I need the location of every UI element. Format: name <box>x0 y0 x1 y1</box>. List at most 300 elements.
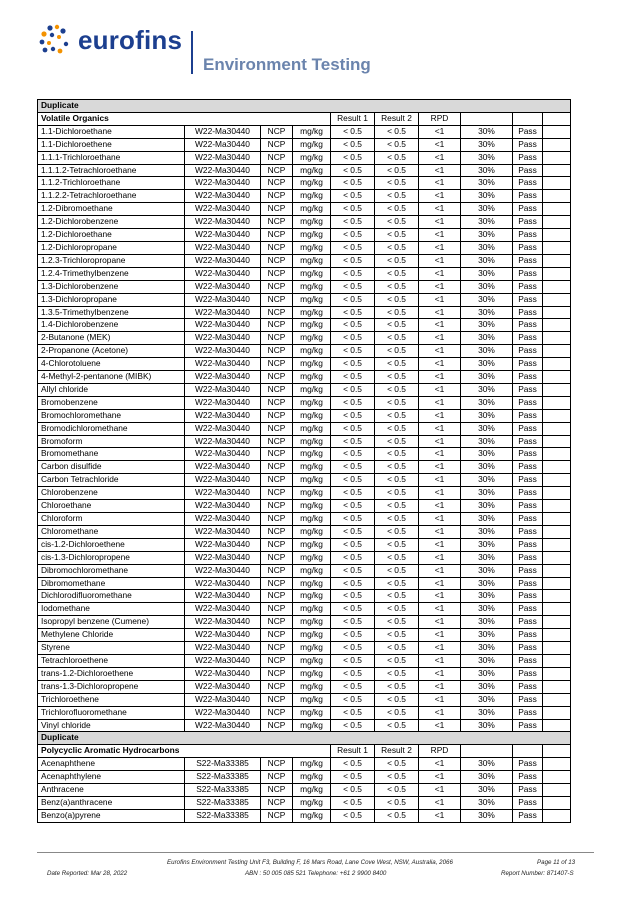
outcome: Pass <box>513 345 543 358</box>
analyte-name: 1.2-Dichloropropane <box>38 241 185 254</box>
units: mg/kg <box>293 293 331 306</box>
result-1: < 0.5 <box>331 616 375 629</box>
empty-cell <box>543 203 571 216</box>
units: mg/kg <box>293 784 331 797</box>
outcome: Pass <box>513 293 543 306</box>
empty-cell <box>543 500 571 513</box>
table-row <box>38 680 571 693</box>
sample-id: W22-Ma30440 <box>185 693 261 706</box>
rpd: <1 <box>419 396 461 409</box>
empty-cell <box>543 629 571 642</box>
sample-id: W22-Ma30440 <box>185 616 261 629</box>
sample-id: S22-Ma33385 <box>185 771 261 784</box>
rpd: <1 <box>419 448 461 461</box>
result-2: < 0.5 <box>375 190 419 203</box>
outcome: Pass <box>513 500 543 513</box>
result-2: < 0.5 <box>375 654 419 667</box>
units: mg/kg <box>293 216 331 229</box>
outcome: Pass <box>513 771 543 784</box>
units: mg/kg <box>293 796 331 809</box>
rpd: <1 <box>419 809 461 822</box>
footer-address: Eurofins Environment Testing Unit F3, Building F, 16 Mars Road, Lane Cove West, NSW, Australia, 2066 <box>167 859 453 866</box>
limit: 30% <box>461 383 513 396</box>
result-2: < 0.5 <box>375 513 419 526</box>
limit: 30% <box>461 784 513 797</box>
limit: 30% <box>461 680 513 693</box>
result-1: < 0.5 <box>331 125 375 138</box>
empty-cell <box>543 590 571 603</box>
rpd: <1 <box>419 164 461 177</box>
analyte-name: 1.1.1.2-Tetrachloroethane <box>38 164 185 177</box>
result-2: < 0.5 <box>375 796 419 809</box>
empty-cell <box>543 809 571 822</box>
analyte-name: Trichlorofluoromethane <box>38 706 185 719</box>
source: NCP <box>261 229 293 242</box>
units: mg/kg <box>293 409 331 422</box>
table-row <box>38 371 571 384</box>
outcome: Pass <box>513 461 543 474</box>
empty-cell <box>543 719 571 732</box>
empty-cell <box>543 112 571 125</box>
result-2: < 0.5 <box>375 358 419 371</box>
empty-cell <box>543 474 571 487</box>
analyte-name: Dichlorodifluoromethane <box>38 590 185 603</box>
analyte-name: Methylene Chloride <box>38 629 185 642</box>
outcome: Pass <box>513 177 543 190</box>
outcome: Pass <box>513 551 543 564</box>
empty-cell <box>543 551 571 564</box>
table-row <box>38 809 571 822</box>
table-row <box>38 203 571 216</box>
limit: 30% <box>461 422 513 435</box>
result-2: < 0.5 <box>375 758 419 771</box>
table-row <box>38 551 571 564</box>
table-row <box>38 422 571 435</box>
analyte-name: 1.1.2-Trichloroethane <box>38 177 185 190</box>
analyte-name: Chloroform <box>38 513 185 526</box>
result-2: < 0.5 <box>375 138 419 151</box>
limit: 30% <box>461 693 513 706</box>
source: NCP <box>261 667 293 680</box>
source: NCP <box>261 216 293 229</box>
table-row <box>38 603 571 616</box>
units: mg/kg <box>293 125 331 138</box>
source: NCP <box>261 448 293 461</box>
sample-id: W22-Ma30440 <box>185 396 261 409</box>
table-row <box>38 435 571 448</box>
outcome: Pass <box>513 758 543 771</box>
sample-id: W22-Ma30440 <box>185 422 261 435</box>
units: mg/kg <box>293 564 331 577</box>
analyte-name: 4-Chlorotoluene <box>38 358 185 371</box>
analyte-name: 1.2-Dichloroethane <box>38 229 185 242</box>
sample-id: W22-Ma30440 <box>185 229 261 242</box>
units: mg/kg <box>293 371 331 384</box>
sample-id: W22-Ma30440 <box>185 654 261 667</box>
table-row <box>38 590 571 603</box>
empty-cell <box>543 267 571 280</box>
analyte-name: Bromodichloromethane <box>38 422 185 435</box>
units: mg/kg <box>293 474 331 487</box>
empty-cell <box>543 654 571 667</box>
units: mg/kg <box>293 151 331 164</box>
rpd: <1 <box>419 422 461 435</box>
result-2: < 0.5 <box>375 383 419 396</box>
empty-cell <box>543 564 571 577</box>
empty-cell <box>543 487 571 500</box>
result-1: < 0.5 <box>331 409 375 422</box>
result-2: < 0.5 <box>375 487 419 500</box>
source: NCP <box>261 164 293 177</box>
limit: 30% <box>461 603 513 616</box>
result-2: < 0.5 <box>375 809 419 822</box>
analyte-name: Benz(a)anthracene <box>38 796 185 809</box>
rpd: <1 <box>419 332 461 345</box>
outcome: Pass <box>513 125 543 138</box>
section-banner: Duplicate <box>38 732 571 745</box>
empty-cell <box>543 358 571 371</box>
eurofins-logo-icon <box>38 23 72 57</box>
empty-cell <box>543 151 571 164</box>
result-2: < 0.5 <box>375 306 419 319</box>
rpd: <1 <box>419 177 461 190</box>
rpd: <1 <box>419 203 461 216</box>
limit: 30% <box>461 706 513 719</box>
outcome: Pass <box>513 203 543 216</box>
result-2: < 0.5 <box>375 371 419 384</box>
analyte-name: Vinyl chloride <box>38 719 185 732</box>
limit: 30% <box>461 577 513 590</box>
result-2: < 0.5 <box>375 474 419 487</box>
rpd: <1 <box>419 190 461 203</box>
page-header <box>0 0 637 95</box>
outcome: Pass <box>513 564 543 577</box>
rpd: <1 <box>419 138 461 151</box>
outcome: Pass <box>513 538 543 551</box>
units: mg/kg <box>293 177 331 190</box>
empty-cell <box>543 784 571 797</box>
units: mg/kg <box>293 771 331 784</box>
outcome: Pass <box>513 422 543 435</box>
result-1: < 0.5 <box>331 422 375 435</box>
limit: 30% <box>461 332 513 345</box>
table-row <box>38 241 571 254</box>
sample-id: S22-Ma33385 <box>185 809 261 822</box>
table-row <box>38 577 571 590</box>
analyte-name: Isopropyl benzene (Cumene) <box>38 616 185 629</box>
units: mg/kg <box>293 500 331 513</box>
analyte-name: Dibromochloromethane <box>38 564 185 577</box>
empty-cell <box>543 177 571 190</box>
result-1: < 0.5 <box>331 319 375 332</box>
section-title: Volatile Organics <box>38 112 331 125</box>
result-2: < 0.5 <box>375 564 419 577</box>
analyte-name: Carbon Tetrachloride <box>38 474 185 487</box>
table-row <box>38 513 571 526</box>
column-header: Result 2 <box>375 112 419 125</box>
table-row <box>38 319 571 332</box>
result-2: < 0.5 <box>375 164 419 177</box>
rpd: <1 <box>419 241 461 254</box>
units: mg/kg <box>293 680 331 693</box>
limit: 30% <box>461 409 513 422</box>
table-row <box>38 719 571 732</box>
outcome: Pass <box>513 642 543 655</box>
rpd: <1 <box>419 551 461 564</box>
sample-id: W22-Ma30440 <box>185 706 261 719</box>
limit: 30% <box>461 629 513 642</box>
result-1: < 0.5 <box>331 487 375 500</box>
result-1: < 0.5 <box>331 461 375 474</box>
footer-report-number: Report Number: 871407-S <box>501 870 574 877</box>
outcome: Pass <box>513 693 543 706</box>
limit: 30% <box>461 654 513 667</box>
result-1: < 0.5 <box>331 345 375 358</box>
rpd: <1 <box>419 538 461 551</box>
limit: 30% <box>461 435 513 448</box>
result-2: < 0.5 <box>375 422 419 435</box>
rpd: <1 <box>419 319 461 332</box>
sample-id: W22-Ma30440 <box>185 564 261 577</box>
table-row <box>38 216 571 229</box>
result-2: < 0.5 <box>375 784 419 797</box>
analyte-name: Iodomethane <box>38 603 185 616</box>
result-1: < 0.5 <box>331 590 375 603</box>
sample-id: W22-Ma30440 <box>185 383 261 396</box>
analyte-name: trans-1.3-Dichloropropene <box>38 680 185 693</box>
result-2: < 0.5 <box>375 642 419 655</box>
sample-id: W22-Ma30440 <box>185 435 261 448</box>
units: mg/kg <box>293 577 331 590</box>
outcome: Pass <box>513 809 543 822</box>
analyte-name: 4-Methyl-2-pentanone (MIBK) <box>38 371 185 384</box>
source: NCP <box>261 151 293 164</box>
rpd: <1 <box>419 513 461 526</box>
units: mg/kg <box>293 654 331 667</box>
result-1: < 0.5 <box>331 229 375 242</box>
source: NCP <box>261 177 293 190</box>
sample-id: W22-Ma30440 <box>185 487 261 500</box>
empty-cell <box>543 241 571 254</box>
result-1: < 0.5 <box>331 396 375 409</box>
units: mg/kg <box>293 164 331 177</box>
table-row <box>38 784 571 797</box>
sample-id: W22-Ma30440 <box>185 216 261 229</box>
limit: 30% <box>461 809 513 822</box>
outcome: Pass <box>513 435 543 448</box>
empty-cell <box>543 758 571 771</box>
result-1: < 0.5 <box>331 474 375 487</box>
result-1: < 0.5 <box>331 293 375 306</box>
source: NCP <box>261 784 293 797</box>
empty-cell <box>543 396 571 409</box>
empty-cell <box>543 383 571 396</box>
units: mg/kg <box>293 203 331 216</box>
sample-id: W22-Ma30440 <box>185 525 261 538</box>
rpd: <1 <box>419 719 461 732</box>
units: mg/kg <box>293 603 331 616</box>
empty-cell <box>543 422 571 435</box>
outcome: Pass <box>513 138 543 151</box>
analyte-name: Bromoform <box>38 435 185 448</box>
result-2: < 0.5 <box>375 706 419 719</box>
footer-page-number: Page 11 of 13 <box>537 859 576 866</box>
result-2: < 0.5 <box>375 590 419 603</box>
outcome: Pass <box>513 590 543 603</box>
empty-cell <box>461 745 513 758</box>
table-row <box>38 500 571 513</box>
analyte-name: Trichloroethene <box>38 693 185 706</box>
source: NCP <box>261 758 293 771</box>
table-row <box>38 254 571 267</box>
table-row <box>38 629 571 642</box>
column-header: Result 2 <box>375 745 419 758</box>
header-divider <box>191 31 193 74</box>
sample-id: W22-Ma30440 <box>185 590 261 603</box>
units: mg/kg <box>293 306 331 319</box>
outcome: Pass <box>513 603 543 616</box>
result-2: < 0.5 <box>375 396 419 409</box>
limit: 30% <box>461 306 513 319</box>
outcome: Pass <box>513 254 543 267</box>
result-2: < 0.5 <box>375 719 419 732</box>
source: NCP <box>261 254 293 267</box>
units: mg/kg <box>293 719 331 732</box>
analyte-name: Chloroethane <box>38 500 185 513</box>
limit: 30% <box>461 164 513 177</box>
empty-cell <box>543 525 571 538</box>
empty-cell <box>543 616 571 629</box>
units: mg/kg <box>293 693 331 706</box>
sample-id: W22-Ma30440 <box>185 254 261 267</box>
units: mg/kg <box>293 229 331 242</box>
table-row <box>38 461 571 474</box>
result-1: < 0.5 <box>331 280 375 293</box>
table-row <box>38 383 571 396</box>
table-row <box>38 190 571 203</box>
outcome: Pass <box>513 229 543 242</box>
table-row <box>38 758 571 771</box>
result-1: < 0.5 <box>331 203 375 216</box>
table-row <box>38 706 571 719</box>
rpd: <1 <box>419 667 461 680</box>
result-2: < 0.5 <box>375 551 419 564</box>
limit: 30% <box>461 319 513 332</box>
outcome: Pass <box>513 396 543 409</box>
empty-cell <box>543 190 571 203</box>
outcome: Pass <box>513 151 543 164</box>
limit: 30% <box>461 177 513 190</box>
units: mg/kg <box>293 590 331 603</box>
result-1: < 0.5 <box>331 513 375 526</box>
sample-id: W22-Ma30440 <box>185 177 261 190</box>
result-1: < 0.5 <box>331 164 375 177</box>
outcome: Pass <box>513 487 543 500</box>
empty-cell <box>461 112 513 125</box>
rpd: <1 <box>419 293 461 306</box>
source: NCP <box>261 551 293 564</box>
result-1: < 0.5 <box>331 629 375 642</box>
source: NCP <box>261 293 293 306</box>
sample-id: W22-Ma30440 <box>185 190 261 203</box>
empty-cell <box>543 371 571 384</box>
empty-cell <box>543 642 571 655</box>
table-body <box>38 100 571 823</box>
source: NCP <box>261 654 293 667</box>
analyte-name: 1.2.3-Trichloropropane <box>38 254 185 267</box>
units: mg/kg <box>293 267 331 280</box>
units: mg/kg <box>293 241 331 254</box>
outcome: Pass <box>513 796 543 809</box>
result-1: < 0.5 <box>331 500 375 513</box>
units: mg/kg <box>293 319 331 332</box>
rpd: <1 <box>419 151 461 164</box>
units: mg/kg <box>293 667 331 680</box>
rpd: <1 <box>419 358 461 371</box>
section-title: Polycyclic Aromatic Hydrocarbons <box>38 745 331 758</box>
result-1: < 0.5 <box>331 358 375 371</box>
source: NCP <box>261 487 293 500</box>
sample-id: W22-Ma30440 <box>185 474 261 487</box>
table-row <box>38 177 571 190</box>
result-2: < 0.5 <box>375 229 419 242</box>
analyte-name: 1.1.1-Trichloroethane <box>38 151 185 164</box>
units: mg/kg <box>293 616 331 629</box>
sample-id: S22-Ma33385 <box>185 758 261 771</box>
footer-abn: ABN : 50 005 085 521 Telephone: +61 2 9900 8400 <box>245 870 387 877</box>
result-2: < 0.5 <box>375 538 419 551</box>
source: NCP <box>261 706 293 719</box>
footer-date-reported: Date Reported: Mar 28, 2022 <box>47 870 128 877</box>
outcome: Pass <box>513 267 543 280</box>
result-2: < 0.5 <box>375 125 419 138</box>
source: NCP <box>261 383 293 396</box>
empty-cell <box>513 112 543 125</box>
result-1: < 0.5 <box>331 642 375 655</box>
source: NCP <box>261 796 293 809</box>
analyte-name: 1.2-Dichlorobenzene <box>38 216 185 229</box>
table-row <box>38 164 571 177</box>
units: mg/kg <box>293 435 331 448</box>
sample-id: W22-Ma30440 <box>185 306 261 319</box>
empty-cell <box>543 680 571 693</box>
result-2: < 0.5 <box>375 616 419 629</box>
sample-id: W22-Ma30440 <box>185 448 261 461</box>
empty-cell <box>543 706 571 719</box>
outcome: Pass <box>513 164 543 177</box>
sample-id: W22-Ma30440 <box>185 138 261 151</box>
source: NCP <box>261 190 293 203</box>
result-2: < 0.5 <box>375 693 419 706</box>
result-1: < 0.5 <box>331 138 375 151</box>
table-row <box>38 280 571 293</box>
analyte-name: Anthracene <box>38 784 185 797</box>
source: NCP <box>261 538 293 551</box>
source: NCP <box>261 577 293 590</box>
source: NCP <box>261 590 293 603</box>
outcome: Pass <box>513 358 543 371</box>
limit: 30% <box>461 525 513 538</box>
sample-id: W22-Ma30440 <box>185 164 261 177</box>
result-2: < 0.5 <box>375 267 419 280</box>
analyte-name: Bromobenzene <box>38 396 185 409</box>
result-1: < 0.5 <box>331 680 375 693</box>
rpd: <1 <box>419 771 461 784</box>
result-2: < 0.5 <box>375 629 419 642</box>
sample-id: W22-Ma30440 <box>185 371 261 384</box>
division-title: Environment Testing <box>203 55 371 74</box>
empty-cell <box>543 461 571 474</box>
